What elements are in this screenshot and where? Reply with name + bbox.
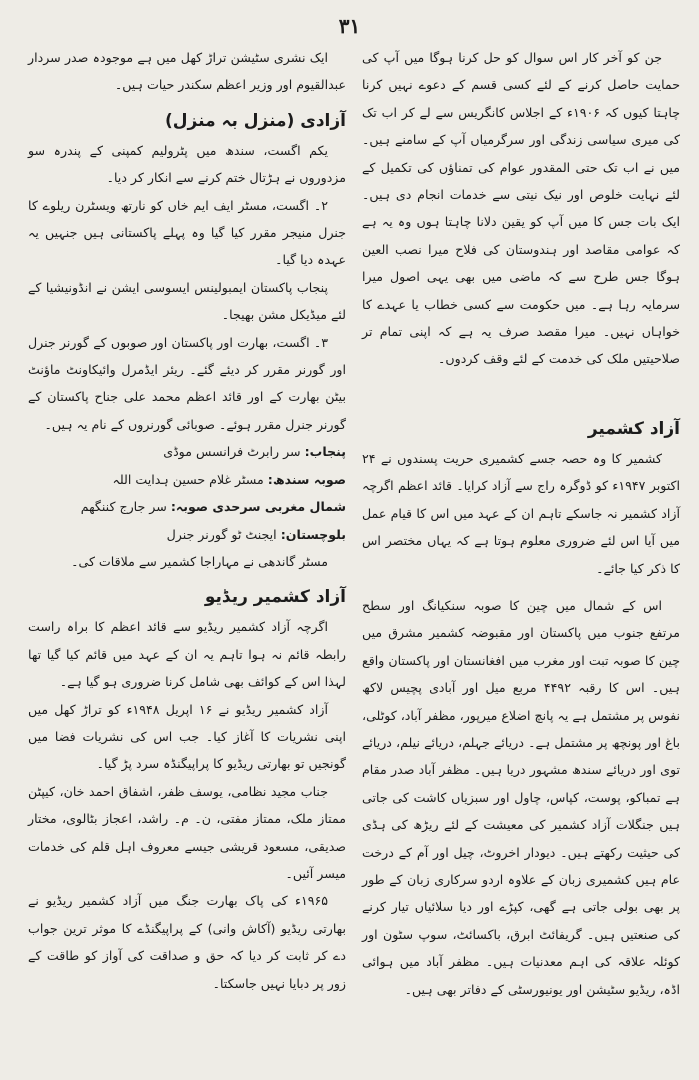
governor-name: مسٹر غلام حسین ہدایت اللہ	[112, 471, 264, 487]
section-paragraph: کشمیر کا وہ حصہ جسے کشمیری حریت پسندوں نے ۲۴ اکتوبر ۱۹۴۷ء کو ڈوگرہ راج سے آزاد کرایا۔ قائد اعظم اگرچہ آزاد کشمیر نہ جاسکے تاہم ان کے عہد میں اس کا قیام عمل میں آیا اس لئے ضروری معلوم ہوتا ہے کہ یہاں مختصر اس کا ذکر کیا جائے۔	[362, 450, 681, 576]
section-title-azad-kashmir: آزاد کشمیر	[587, 418, 680, 439]
governor-province: صوبہ سندھ:	[267, 471, 346, 487]
right-paragraph: جن کو آخر کار اس سوال کو حل کرنا ہوگا میں آپ کی حمایت حاصل کرنے کے لئے کسی قسم کے دعوے نہیں کرنا چاہتا کیوں کہ ۱۹۰۶ء کے اجلاس کانگریس سے لے کر اب تک کی میری سیاسی زندگی اور سرگرمیاں آپ کے سامنے ہیں۔ میں نے اب تک حتی المقدور عوام کی تمناؤں کی تکمیل کے لئے نہایت خلوص اور نیک نیتی سے خدمات انجام دی ہیں۔ ایک بات جس کا میں آپ کو یقین دلانا چاہتا ہوں وہ یہ ہے کہ عوامی مقاصد اور ہندوستان کی فلاح میرا نصب العین ہوگا جس طرح سے کہ ماضی میں بھی یہی اصول میرا سرمایہ رہا ہے۔ میں حکومت سے کسی خطاب یا عہدے کا خواہاں نہیں۔ میرا مقصد صرف یہ ہے کہ اپنی تمام تر صلاحیتیں ملک کی خدمت کے لئے وقف کردوں۔	[362, 50, 680, 367]
section-title-radio: آزاد کشمیر ریڈیو	[204, 587, 346, 608]
entry-paragraph: یکم اگست، سندھ میں پٹرولیم کمپنی کے پندرہ سو مزدوروں نے ہڑتال ختم کرنے سے انکار کر دیا۔	[28, 142, 346, 186]
governor-line	[28, 521, 346, 548]
governor-line	[28, 493, 346, 520]
radio-paragraph: آزاد کشمیر ریڈیو نے ۱۶ اپریل ۱۹۴۸ء کو تراڑ کھل میں اپنی نشریات کا آغاز کیا۔ جب اس کی نشریات فضا میں گونجیں تو بھارتی ریڈیو کا پراپیگنڈہ سرد پڑ گیا۔	[28, 701, 346, 772]
entry-paragraph: ۳۔ اگست، بھارت اور پاکستان اور صوبوں کے گورنر جنرل اور گورنر مقرر کر دیئے گئے۔ ریئر ایڈمرل وائیکاونٹ ماؤنٹ بیٹن بھارت کے اور قائد اعظم محمد علی جناح پاکستان کے گورنر جنرل مقرر ہوئے۔ صوبائی گورنروں کے نام یہ ہیں۔	[28, 334, 346, 432]
section-paragraph: اس کے شمال میں چین کا صوبہ سنکیانگ اور سطح مرتفع جنوب میں پاکستان اور مقبوضہ کشمیر مشرق میں چین کا صوبہ تبت اور مغرب میں افغانستان اور پاکستان واقع ہیں۔ اس کا رقبہ ۴۴۹۲ مربع میل اور آبادی پچیس لاکھ نفوس پر مشتمل ہے یہ پانچ اضلاع میرپور، مظفر آباد، کوٹلی، باغ اور پونچھ پر مشتمل ہے۔ دریائے جہلم، دریائے نیلم، دریائے توی اور دریائے سندھ مشہور دریا ہیں۔ مظفر آباد صدر مقام ہے تمباکو، پوست، کپاس، چاول اور سبزیاں کاشت کی جاتی ہیں جنگلات آزاد کشمیر کی معیشت کے لئے ریڑھ کی ہڈی کی حیثیت رکھتے ہیں۔ دیودار اخروٹ، چیل اور آم کے درخت عام ہیں کشمیری زبان کے علاوہ اردو سرکاری زبان کے طور پر بھی بولی جاتی ہے گھی، کپڑے اور دیا سلائیاں تیار کرنے کی صنعتیں ہیں۔ گریفائٹ ابرق، باکسائٹ، سوپ سٹون اور کوئلہ علاقہ کی اہم معدنیات ہیں۔ مظفر آباد میں ہوائی اڈہ، ریڈیو سٹیشن اور یونیورسٹی کے دفاتر بھی ہیں۔	[362, 597, 680, 997]
radio-paragraph: اگرچہ آزاد کشمیر ریڈیو سے قائد اعظم کا براہ راست رابطہ قائم نہ ہوا تاہم یہ ان کے عہد میں قائم کیا گیا تھا لہذا اس کے کوائف بھی شامل کرنا ضروری ہو گیا ہے۔	[28, 619, 346, 690]
governor-province: بلوچستان:	[280, 526, 346, 542]
governor-name: ایجنٹ ٹو گورنر جنرل	[166, 526, 277, 542]
entry-paragraph: ۲۔ اگست، مسٹر ایف ایم خاں کو نارتھ ویسٹرن ریلوے کا جنرل منیجر مقرر کیا گیا وہ پہلے پاکستانی ہیں جنہیں یہ عہدہ دیا گیا۔	[28, 197, 346, 268]
entry-paragraph: پنجاب پاکستان ایمبولینس ایسوسی ایشن نے انڈونیشیا کے لئے میڈیکل مشن بھیجا۔	[28, 279, 346, 323]
radio-paragraph: ۱۹۶۵ء کی پاک بھارت جنگ میں آزاد کشمیر ریڈیو نے بھارتی ریڈیو (آکاش وانی) کے پراپیگنڈے کا موثر ترین جواب دے کر ثابت کر دیا کہ حق و صداقت کی آواز کو طاقت کے زور پر دبایا نہیں جاسکتا۔	[28, 893, 346, 991]
radio-paragraph: جناب مجید نظامی، یوسف ظفر، اشفاق احمد خان، کیپٹن ممتاز ملک، ممتاز مفتی، ن۔ م۔ راشد، اعجاز بٹالوی، مختار صدیقی، مسعود قریشی جیسے معروف اہل قلم کی خدمات میسر آئیں۔	[28, 783, 346, 881]
left-column	[28, 44, 346, 997]
governor-province: پنجاب:	[304, 444, 346, 460]
right-column	[362, 44, 680, 1003]
governor-line	[28, 438, 346, 465]
governor-line	[28, 466, 346, 493]
governor-name: سر رابرٹ فرانسس موڈی	[163, 444, 301, 460]
governor-name: سر جارج کننگھم	[80, 499, 167, 515]
governor-province: شمال مغربی سرحدی صوبہ:	[170, 499, 346, 515]
page-number: ۳۱	[338, 14, 361, 38]
intro-paragraph: ایک نشری سٹیشن تراڑ کھل میں ہے موجودہ صدر سردار عبدالقیوم اور وزیر اعظم سکندر حیات ہیں۔	[28, 50, 346, 93]
gandhi-line: مسٹر گاندھی نے مہاراجا کشمیر سے ملاقات کی۔	[71, 553, 328, 569]
section-title-azadi: آزادی (منزل بہ منزل)	[165, 110, 346, 131]
